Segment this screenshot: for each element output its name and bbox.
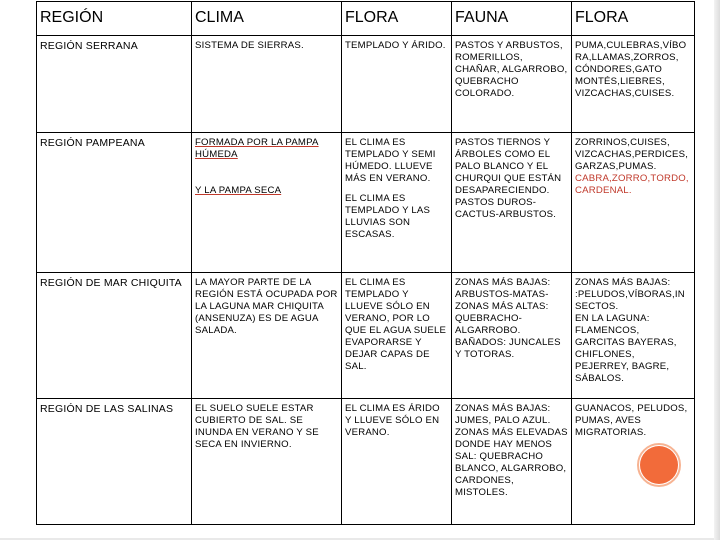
cell-flora: TEMPLADO Y ÁRIDO. <box>342 36 452 133</box>
cell-clima: EL SUELO SUELE ESTAR CUBIERTO DE SAL. SE INUNDA EN VERANO Y SE SECA EN INVIERNO. <box>192 399 342 525</box>
cell-fauna: PASTOS TIERNOS Y ÁRBOLES COMO EL PALO BLANCO Y EL CHURQUI QUE ESTÁN DESAPARECIENDO. PASTOS DUROS-CACTUS-ARBUSTOS. <box>452 133 572 273</box>
cell-region: REGIÓN SERRANA <box>37 36 192 133</box>
table-row <box>37 273 695 399</box>
cell-clima <box>192 133 342 273</box>
flora2-text-b: CABRA,ZORRO,TORDO,CARDENAL. <box>575 173 689 196</box>
cell-flora-2 <box>572 133 695 273</box>
header-flora: FLORA <box>342 2 452 36</box>
header-region: REGIÓN <box>37 2 192 36</box>
header-clima: CLIMA <box>192 2 342 36</box>
table-row <box>37 133 695 273</box>
decorative-dot <box>640 446 678 484</box>
cell-fauna: ZONAS MÁS BAJAS: JUMES, PALO AZUL. ZONAS MÁS ELEVADAS DONDE HAY MENOS SAL: QUEBRACHO BLANCO, ALGARROBO, CARDONES, MISTOLES. <box>452 399 572 525</box>
cell-fauna: PASTOS Y ARBUSTOS, ROMERILLOS, CHAÑAR, ALGARROBO, QUEBRACHO COLORADO. <box>452 36 572 133</box>
flora2-text-b: EN LA LAGUNA: FLAMENCOS, GARCITAS BAYERAS, CHIFLONES, PEJERREY, BAGRE, SÁBALOS. <box>575 313 677 384</box>
cell-clima: SISTEMA DE SIERRAS. <box>192 36 342 133</box>
cell-flora: EL CLIMA ES TEMPLADO Y LLUEVE SÓLO EN VERANO, POR LO QUE EL AGUA SUELE EVAPORARSE Y DEJAR CAPAS DE SAL. <box>342 273 452 399</box>
cell-flora-2: PUMA,CULEBRAS,VÍBORA,LLAMAS,ZORROS, CÓNDORES,GATO MONTÉS,LIEBRES, VIZCACHAS,CUISES. <box>572 36 695 133</box>
cell-clima: LA MAYOR PARTE DE LA REGIÓN ESTÁ OCUPADA POR LA LAGUNA MAR CHIQUITA (ANSENUZA) ES DE AGUA SALADA. <box>192 273 342 399</box>
table-row <box>37 399 695 525</box>
table-row <box>37 36 695 133</box>
clima-pampa-seca: Y LA PAMPA SECA <box>195 185 282 196</box>
clima-pampa-humeda: FORMADA POR LA PAMPA HÚMEDA <box>195 137 319 160</box>
right-edge-stripe <box>714 0 720 540</box>
cell-flora-2 <box>572 273 695 399</box>
flora-text-b: EL CLIMA ES TEMPLADO Y LAS LLUVIAS SON ESCASAS. <box>345 193 431 240</box>
cell-region: REGIÓN PAMPEANA <box>37 133 192 273</box>
header-row <box>37 2 695 36</box>
header-fauna: FAUNA <box>452 2 572 36</box>
cell-flora-2: GUANACOS, PELUDOS, PUMAS, AVES MIGRATORIAS. <box>572 399 695 525</box>
cell-fauna: ZONAS MÁS BAJAS: ARBUSTOS-MATAS-ZONAS MÁS ALTAS: QUEBRACHO-ALGARROBO. BAÑADOS: JUNCALES Y TOTORAS. <box>452 273 572 399</box>
cell-flora: EL CLIMA ES ÁRIDO Y LLUEVE SÓLO EN VERANO. <box>342 399 452 525</box>
header-flora-2: FLORA <box>572 2 695 36</box>
cell-region: REGIÓN DE MAR CHIQUITA <box>37 273 192 399</box>
flora2-text-a: ZONAS MÁS BAJAS: :PELUDOS,VÍBORAS,INSECTOS. <box>575 277 685 312</box>
cell-flora <box>342 133 452 273</box>
regions-table <box>36 1 695 525</box>
cell-region: REGIÓN DE LAS SALINAS <box>37 399 192 525</box>
flora2-text-a: ZORRINOS,CUISES, VIZCACHAS,PERDICES, GARZAS,PUMAS. <box>575 137 689 172</box>
flora-text-a: EL CLIMA ES TEMPLADO Y SEMI HÚMEDO. LLUEVE MÁS EN VERANO. <box>345 137 436 184</box>
